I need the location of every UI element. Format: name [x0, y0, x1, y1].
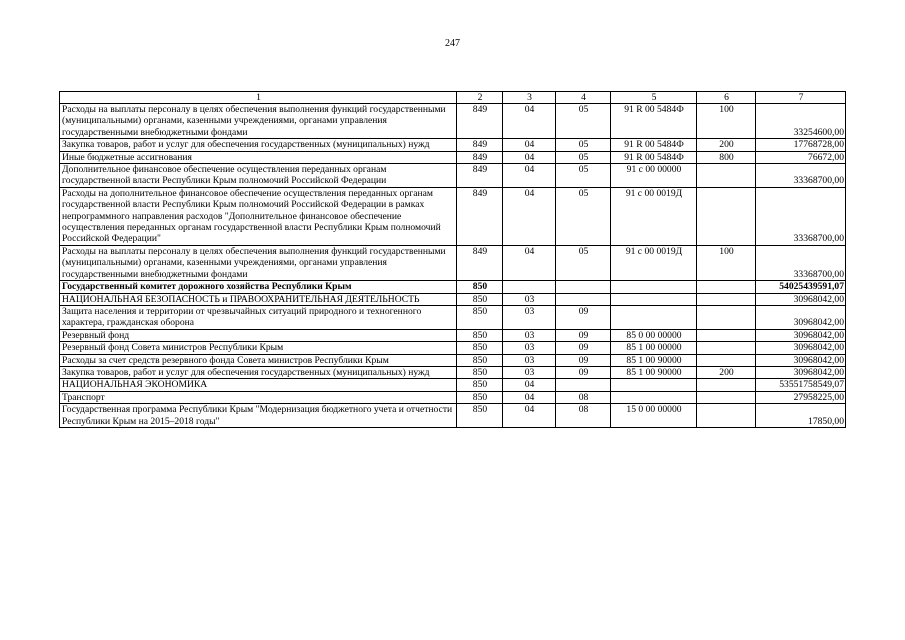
row-section-cell: 04 [503, 245, 556, 280]
row-subsection-cell: 09 [556, 342, 611, 354]
row-name-cell: Резервный фонд [60, 329, 457, 341]
row-subsection-cell: 05 [556, 187, 611, 245]
row-section-cell: 03 [503, 354, 556, 366]
table-row [60, 187, 846, 245]
row-ministry-cell: 850 [457, 404, 503, 428]
row-subsection-cell: 05 [556, 245, 611, 280]
row-target-cell [611, 293, 697, 305]
row-amount-cell: 30968042,00 [756, 366, 846, 378]
row-subsection-cell: 09 [556, 354, 611, 366]
row-ministry-cell: 850 [457, 379, 503, 391]
row-subsection-cell [556, 293, 611, 305]
page-number: 247 [445, 38, 460, 49]
table-row [60, 354, 846, 366]
row-name-cell: НАЦИОНАЛЬНАЯ ЭКОНОМИКА [60, 379, 457, 391]
table-row [60, 164, 846, 188]
table-row [60, 151, 846, 163]
row-subsection-cell: 05 [556, 151, 611, 163]
row-ministry-cell: 850 [457, 391, 503, 403]
row-subsection-cell: 09 [556, 305, 611, 329]
row-expense-type-cell [697, 342, 756, 354]
row-name-cell: Расходы на дополнительное финансовое обеспечение осуществления переданных органам государственной власти Республики Крым полномочий Российской Федерации в рамках непрограммного направления расходов "Дополнительное финансовое обеспечение осуществления переданных органам государственной власти Республики Крым полномочий Российской Федерации" [60, 187, 457, 245]
row-section-cell: 03 [503, 366, 556, 378]
row-amount-cell: 76672,00 [756, 151, 846, 163]
row-amount-cell: 33368700,00 [756, 187, 846, 245]
row-ministry-cell: 849 [457, 245, 503, 280]
row-subsection-cell: 09 [556, 329, 611, 341]
row-expense-type-cell [697, 164, 756, 188]
row-target-cell: 85 1 00 00000 [611, 342, 697, 354]
row-name-cell: Расходы на выплаты персоналу в целях обеспечения выполнения функций государственными (муниципальными) органами, казенными учреждениями, органами управления государственными внебюджетными фондами [60, 104, 457, 139]
row-ministry-cell: 850 [457, 354, 503, 366]
row-name-cell: Государственная программа Республики Крым "Модернизация бюджетного учета и отчетности Республики Крым на 2015–2018 годы" [60, 404, 457, 428]
row-target-cell: 91 R 00 5484Ф [611, 104, 697, 139]
row-expense-type-cell [697, 329, 756, 341]
row-target-cell: 85 1 00 90000 [611, 354, 697, 366]
row-amount-cell: 33254600,00 [756, 104, 846, 139]
row-name-cell: Государственный комитет дорожного хозяйства Республики Крым [60, 281, 457, 293]
row-target-cell: 15 0 00 00000 [611, 404, 697, 428]
row-section-cell: 03 [503, 305, 556, 329]
row-target-cell [611, 379, 697, 391]
table-row [60, 379, 846, 391]
row-target-cell: 91 с 00 0019Д [611, 187, 697, 245]
row-section-cell: 03 [503, 293, 556, 305]
table-row [60, 404, 846, 428]
row-expense-type-cell: 200 [697, 139, 756, 151]
budget-table [59, 91, 846, 428]
row-expense-type-cell [697, 354, 756, 366]
row-target-cell [611, 281, 697, 293]
row-ministry-cell: 850 [457, 293, 503, 305]
row-expense-type-cell [697, 391, 756, 403]
table-row [60, 245, 846, 280]
row-ministry-cell: 850 [457, 329, 503, 341]
row-expense-type-cell: 100 [697, 104, 756, 139]
row-subsection-cell: 09 [556, 366, 611, 378]
row-target-cell [611, 391, 697, 403]
row-ministry-cell: 849 [457, 187, 503, 245]
row-expense-type-cell: 800 [697, 151, 756, 163]
row-amount-cell: 30968042,00 [756, 354, 846, 366]
row-expense-type-cell [697, 187, 756, 245]
row-ministry-cell: 849 [457, 104, 503, 139]
row-target-cell: 91 с 00 00000 [611, 164, 697, 188]
table-row [60, 104, 846, 139]
header-cell: 6 [697, 92, 756, 104]
row-section-cell: 04 [503, 139, 556, 151]
row-subsection-cell: 08 [556, 404, 611, 428]
row-name-cell: Закупка товаров, работ и услуг для обеспечения государственных (муниципальных) нужд [60, 139, 457, 151]
row-target-cell: 85 0 00 00000 [611, 329, 697, 341]
row-section-cell: 03 [503, 342, 556, 354]
table-row [60, 305, 846, 329]
row-subsection-cell [556, 281, 611, 293]
row-ministry-cell: 850 [457, 366, 503, 378]
row-ministry-cell: 850 [457, 281, 503, 293]
row-name-cell: Дополнительное финансовое обеспечение осуществления переданных органам государственной власти Республики Крым полномочий Российской Федерации [60, 164, 457, 188]
row-expense-type-cell [697, 379, 756, 391]
table-row [60, 366, 846, 378]
table-row [60, 329, 846, 341]
row-amount-cell: 17768728,00 [756, 139, 846, 151]
header-cell: 4 [556, 92, 611, 104]
row-section-cell: 04 [503, 404, 556, 428]
row-target-cell [611, 305, 697, 329]
row-subsection-cell: 08 [556, 391, 611, 403]
row-section-cell [503, 281, 556, 293]
row-amount-cell: 27958225,00 [756, 391, 846, 403]
row-target-cell: 91 R 00 5484Ф [611, 139, 697, 151]
row-expense-type-cell: 100 [697, 245, 756, 280]
row-target-cell: 91 с 00 0019Д [611, 245, 697, 280]
row-name-cell: Иные бюджетные ассигнования [60, 151, 457, 163]
row-section-cell: 04 [503, 104, 556, 139]
row-subsection-cell: 05 [556, 139, 611, 151]
row-section-cell: 04 [503, 151, 556, 163]
row-target-cell: 85 1 00 90000 [611, 366, 697, 378]
row-ministry-cell: 849 [457, 164, 503, 188]
table-row [60, 281, 846, 293]
row-section-cell: 04 [503, 391, 556, 403]
header-cell: 7 [756, 92, 846, 104]
row-name-cell: Расходы за счет средств резервного фонда Совета министров Республики Крым [60, 354, 457, 366]
row-ministry-cell: 849 [457, 151, 503, 163]
row-name-cell: Резервный фонд Совета министров Республики Крым [60, 342, 457, 354]
row-section-cell: 04 [503, 379, 556, 391]
row-name-cell: Закупка товаров, работ и услуг для обеспечения государственных (муниципальных) нужд [60, 366, 457, 378]
row-name-cell: Защита населения и территории от чрезвычайных ситуаций природного и техногенного характера, гражданская оборона [60, 305, 457, 329]
header-cell: 2 [457, 92, 503, 104]
row-amount-cell: 54025439591,07 [756, 281, 846, 293]
row-section-cell: 03 [503, 329, 556, 341]
row-section-cell: 04 [503, 164, 556, 188]
table-row [60, 391, 846, 403]
row-amount-cell: 30968042,00 [756, 305, 846, 329]
row-ministry-cell: 850 [457, 342, 503, 354]
row-expense-type-cell [697, 305, 756, 329]
row-amount-cell: 30968042,00 [756, 293, 846, 305]
row-amount-cell: 17850,00 [756, 404, 846, 428]
header-cell: 3 [503, 92, 556, 104]
row-expense-type-cell: 200 [697, 366, 756, 378]
row-name-cell: НАЦИОНАЛЬНАЯ БЕЗОПАСНОСТЬ и ПРАВООХРАНИТЕЛЬНАЯ ДЕЯТЕЛЬНОСТЬ [60, 293, 457, 305]
header-cell: 5 [611, 92, 697, 104]
row-ministry-cell: 849 [457, 139, 503, 151]
row-subsection-cell [556, 379, 611, 391]
row-name-cell: Транспорт [60, 391, 457, 403]
row-subsection-cell: 05 [556, 164, 611, 188]
row-subsection-cell: 05 [556, 104, 611, 139]
row-amount-cell: 30968042,00 [756, 342, 846, 354]
row-expense-type-cell [697, 293, 756, 305]
header-cell: 1 [60, 92, 457, 104]
row-target-cell: 91 R 00 5484Ф [611, 151, 697, 163]
row-amount-cell: 53551758549,07 [756, 379, 846, 391]
row-amount-cell: 33368700,00 [756, 245, 846, 280]
table-row [60, 293, 846, 305]
row-ministry-cell: 850 [457, 305, 503, 329]
row-amount-cell: 30968042,00 [756, 329, 846, 341]
table-header-row [60, 92, 846, 104]
row-expense-type-cell [697, 404, 756, 428]
row-section-cell: 04 [503, 187, 556, 245]
row-expense-type-cell [697, 281, 756, 293]
table-row [60, 342, 846, 354]
row-name-cell: Расходы на выплаты персоналу в целях обеспечения выполнения функций государственными (муниципальными) органами, казенными учреждениями, органами управления государственными внебюджетными фондами [60, 245, 457, 280]
row-amount-cell: 33368700,00 [756, 164, 846, 188]
table-row [60, 139, 846, 151]
